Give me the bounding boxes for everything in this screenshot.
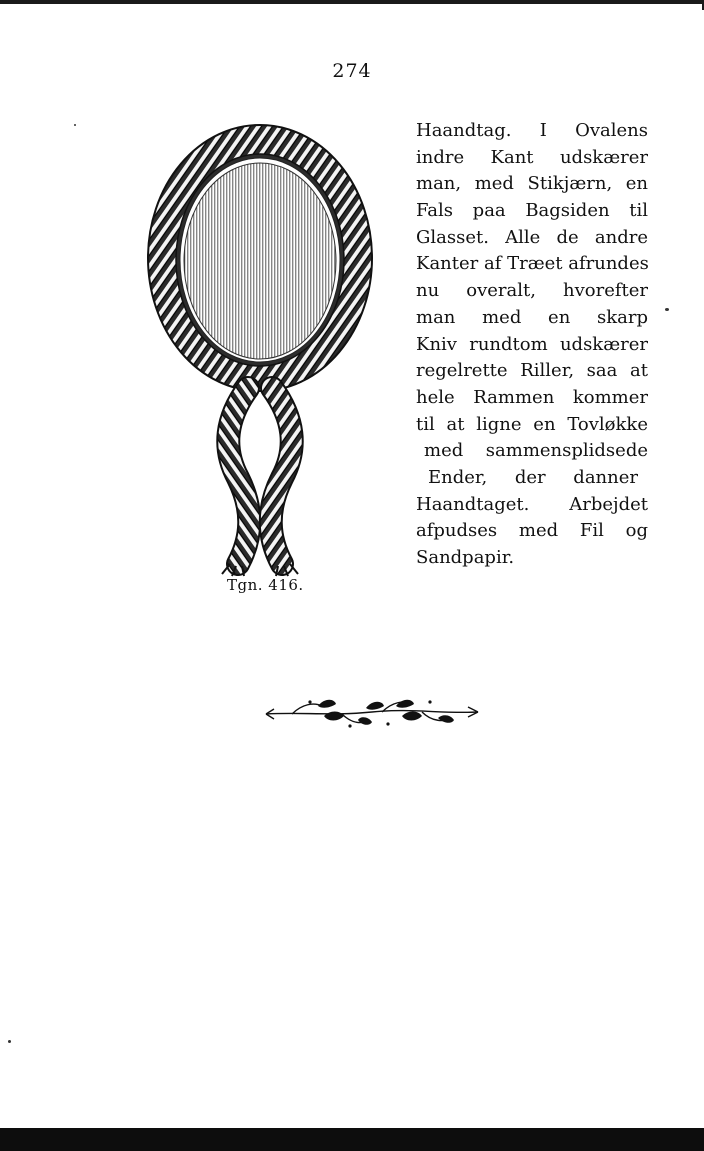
bottom-edge-band [0,1128,704,1151]
text-line: regelrette Riller, saa at [416,360,648,382]
body-text-column [416,118,648,572]
text-line: indre Kant udskærer [416,146,648,168]
text-line: Glasset. Alle de andre [416,226,648,248]
text-line: Haandtag. I Ovalens [416,120,648,141]
scan-speck [74,124,76,126]
text-line: hele Rammen kommer [416,386,648,408]
text-line: Ender, der danner [428,466,638,488]
text-line: Fals paa Bagsiden til [416,200,648,222]
leaf-ornament-divider [262,694,482,730]
mirror-glass [184,163,336,359]
figure-caption: Tgn. 416. [227,576,304,594]
scan-speck [8,1040,11,1043]
text-line: Sandpapir. [416,547,515,568]
rope-mirror-figure [130,118,390,578]
text-line: man, med Stikjærn, en [416,173,648,195]
top-edge-rule [0,0,704,4]
scan-speck [665,308,669,311]
text-line: man med en skarp [416,306,648,328]
text-line: til at ligne en Tovløkke [416,413,648,435]
text-line: Kanter af Træet afrundes [416,253,649,275]
text-line: med sammensplidsede [424,440,648,462]
text-line: Kniv rundtom udskærer [416,333,648,355]
text-line: Haandtaget. Arbejdet [416,493,648,515]
text-line: nu overalt, hvorefter [416,280,648,302]
text-line: afpudses med Fil og [416,520,648,542]
page-number: 274 [332,60,372,82]
